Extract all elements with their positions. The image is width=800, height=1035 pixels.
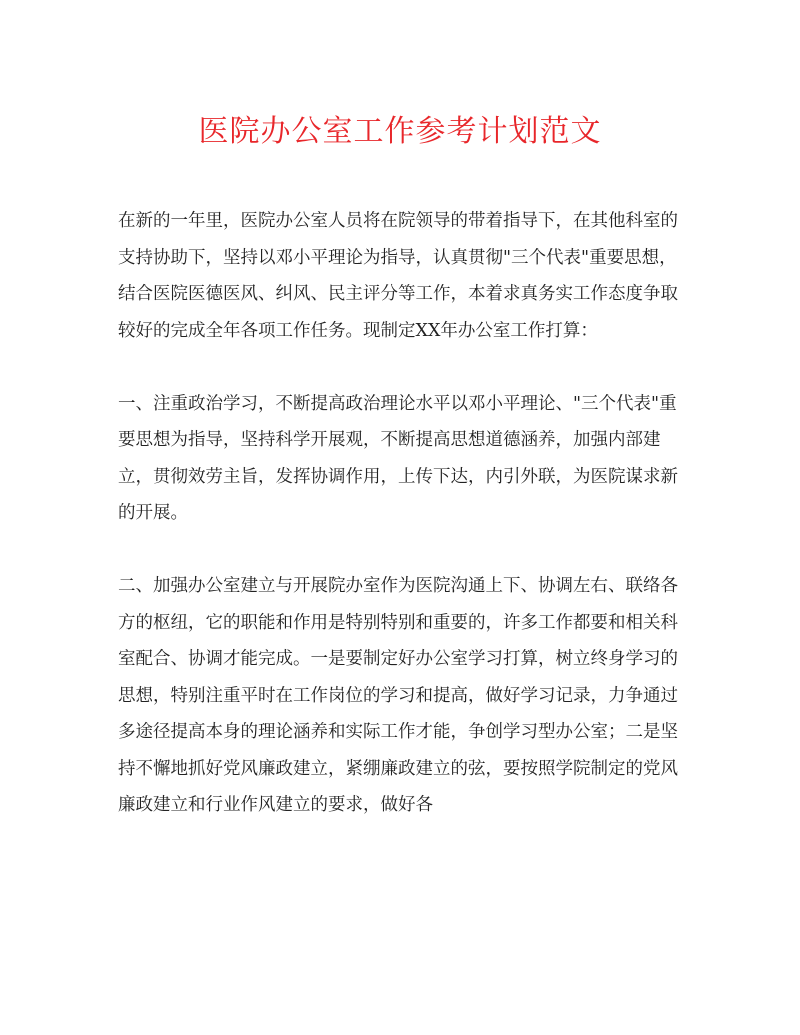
document-body (118, 203, 688, 824)
document-title: 医院办公室工作参考计划范文 (198, 114, 602, 149)
paragraph-section-2: 二、加强办公室建立与开展院办室作为医院沟通上下、协调左右、联络各方的枢纽，它的职能和作用是特别特别和重要的，许多工作都要和相关科室配合、协调才能完成。一是要制定好办公室学习打算，树立终身学习的思想，特别注重平时在工作岗位的学习和提高，做好学习记录，力争通过多途径提高本身的理论涵养和实际工作才能，争创学习型办公室；二是坚持不懈地抓好党风廉政建立，紧绷廉政建立的弦，要按照学院制定的党风廉政建立和行业作风建立的要求，做好各 (118, 576, 678, 815)
paragraph-section-1: 一、注重政治学习，不断提高政治理论水平以邓小平理论、"三个代表"重要思想为指导，坚持科学开展观，不断提高思想道德涵养，加强内部建立，贯彻效劳主旨，发挥协调作用，上传下达，内引外联，为医院谋求新的开展。 (118, 393, 678, 523)
paragraph-intro: 在新的一年里，医院办公室人员将在院领导的带着指导下，在其他科室的支持协助下，坚持以邓小平理论为指导，认真贯彻"三个代表"重要思想，结合医院医德医风、纠风、民主评分等工作，本着求真务实工作态度争取较好的完成全年各项工作任务。现制定XX年办公室工作打算： (118, 211, 678, 341)
